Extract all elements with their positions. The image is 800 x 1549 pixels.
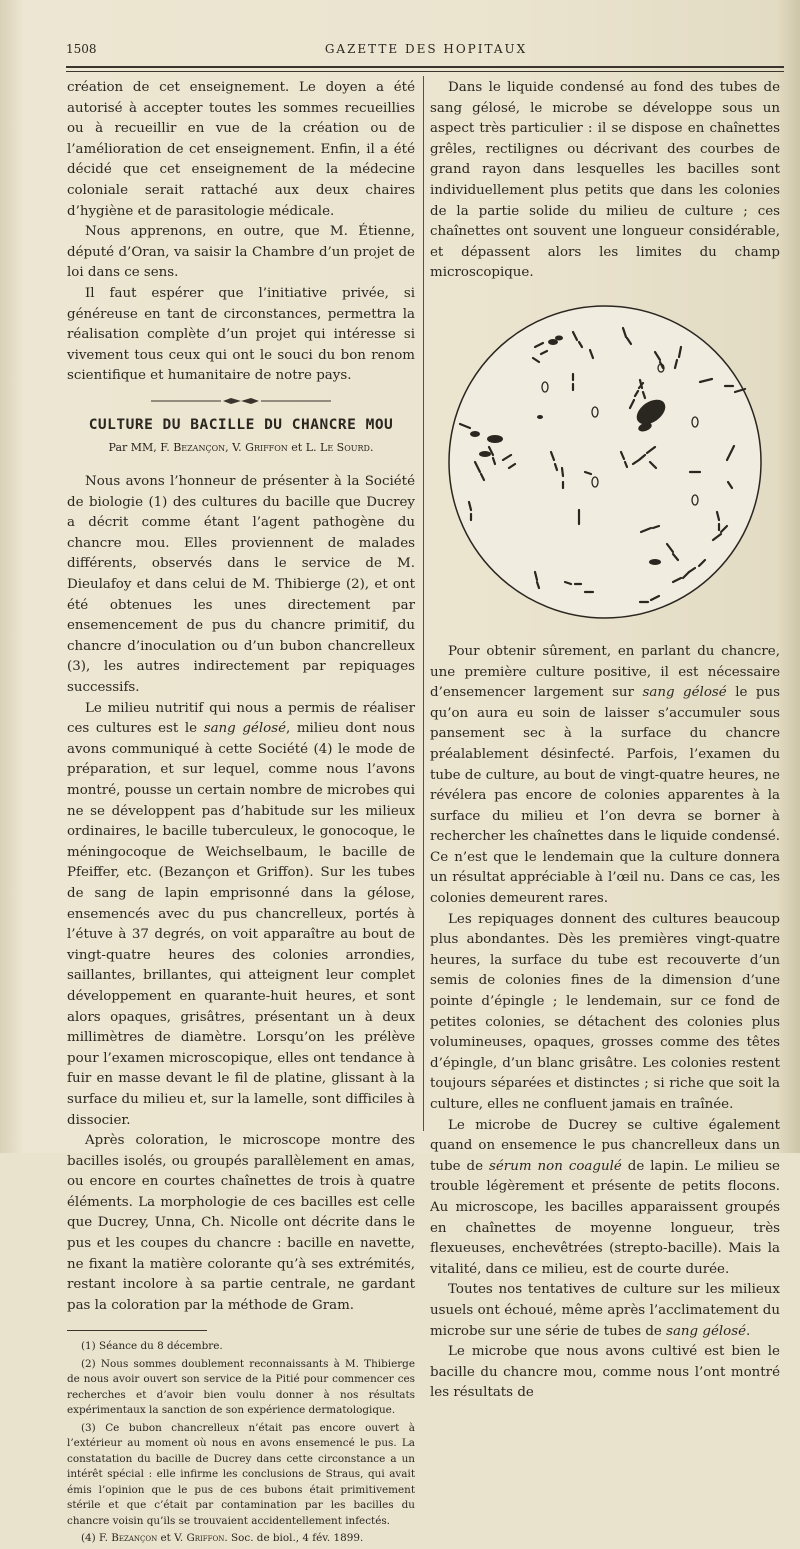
paragraph: Il faut espérer que l’initiative privée, si généreuse en tant de circonstances, permettra la réalisation complète d’un projet qui intéresse si vivement tous ceux qui ont le souci du bon renom scientifique et humanitaire de notre pays. (67, 285, 415, 384)
microscope-field-figure (445, 292, 765, 632)
right-column (430, 78, 780, 1404)
author-name: Le Sourd (320, 440, 370, 454)
paragraph: Toutes nos tentatives de culture sur les milieux usuels ont échoué, même après l’acclimatement du microbe sur une série de tubes de sang gélosé. (430, 1282, 780, 1339)
page-header (66, 42, 786, 58)
header-rule-thin (66, 71, 784, 72)
footnote: (4) F. Bezançon et V. Griffon. Soc. de biol., 4 fév. 1899. (81, 1532, 364, 1545)
column-divider (423, 76, 424, 1131)
author-name: Bezançon (173, 440, 226, 454)
header-rule-thick (66, 66, 784, 68)
paragraph: Le microbe que nous avons cultivé est bien le bacille du chancre mou, comme nous l’ont montré les résultats de (430, 1344, 780, 1401)
paragraph: Le milieu nutritif qui nous a permis de réaliser ces cultures est le sang gélosé, milieu dont nous avons communiqué à cette Société (4) le mode de préparation, et sur lequel, comme nous l’avons montré, pousse un certain nombre de microbes qui ne se développent pas d’habitude sur les milieux ordinaires, le bacille tuberculeux, le gonocoque, le méningocoque de Weichselbaum, le bacille de Pfeiffer, etc. (Bezançon et Griffon). Sur les tubes de sang de lapin emprisonné dans la gélose, ensemencés avec du pus chancrelleux, portés à l’étuve à 37 degrés, on voit apparaître au bout de vingt-quatre heures des colonies arrondies, saillantes, brillantes, qui atteignent leur complet développement en quarante-huit heures, et sont alors opaques, grisâtres, présentant un à deux millimètres de diamètre. Lorsqu’on les prélève pour l’examen microscopique, elles ont tendance à fuir en masse devant le fil de platine, glissant à la surface du milieu et, sur la lamelle, sont difficiles à dissocier. (67, 700, 415, 1128)
footnote-rule (67, 1330, 207, 1331)
footnotes (67, 1339, 415, 1547)
page-number: 1508 (66, 42, 97, 56)
paragraph: Nous avons l’honneur de présenter à la Société de biologie (1) des cultures du bacille que Ducrey a décrit comme étant l’agent pathogène du chancre mou. Elles proviennent de malades différents, observés dans le service de M. Dieulafoy et dans celui de M. Thibierge (2), et ont été obtenues les unes directement par ensemencement de pus du chancre primitif, du chancre d’inoculation ou d’un bubon chancrelleux (3), les autres indirectement par repiquages successifs. (67, 474, 415, 696)
paragraph: Pour obtenir sûrement, en parlant du chancre, une première culture positive, il est nécessaire d’ensemencer largement sur sang gélosé le pus qu’on aura eu soin de laisser s’accumuler sous pansement sec à la surface du chancre préalablement désinfecté. Parfois, l’examen du tube de culture, au bout de vingt-quatre heures, ne révélera pas encore de colonies apparentes à la surface du milieu et l’on devra se borner à rechercher les chaînettes dans le liquide condensé. Ce n’est que le lendemain que la culture donnera un résultat appréciable à l’œil nu. Dans ce cas, les colonies demeurent rares. (430, 643, 780, 907)
paragraph: Nous apprenons, en outre, que M. Étienne, député d’Oran, va saisir la Chambre d’un projet de loi dans ce sens. (67, 224, 415, 281)
footnote: (2) Nous sommes doublement reconnaissants à M. Thibierge de nous avoir ouvert son service de la Pitié pour commencer ces recherches et d’avoir bien voulu donner à nos résultats expérimentaux la sanction de son expérience dermatologique. (67, 1357, 415, 1417)
left-column (67, 78, 415, 1549)
paragraph: Le microbe de Ducrey se cultive également quand on ensemence le pus chancrelleux dans un tube de sérum non coagulé de lapin. Le milieu se trouble légèrement et présente de petits flocons. Au microscope, les bacilles apparaissent groupés en chaînettes de moyenne longueur, très flexueuses, enchevêtrées (strepto-bacille). Mais la vitalité, dans ce milieu, est de courte durée. (430, 1117, 780, 1277)
paragraph: Après coloration, le microscope montre des bacilles isolés, ou groupés parallèlement en amas, ou encore en courtes chaînettes de trois à quatre éléments. La morphologie de ces bacilles est celle que Ducrey, Unna, Ch. Nicolle ont décrite dans le pus et les coupes du chancre : bacille en navette, ne fixant la matière colorante qu’à ses extrémités, restant incolore à sa partie centrale, ne gardant pas la coloration par la méthode de Gram. (67, 1133, 415, 1313)
paragraph: Les repiquages donnent des cultures beaucoup plus abondantes. Dès les premières vingt-quatre heures, la surface du tube est recouverte d’un semis de colonies fines de la dimension d’une pointe d’épingle ; le lendemain, sur ce fond de petites colonies, se détachent des colonies plus volumineuses, opaques, grosses comme des têtes d’épingle, d’un blanc grisâtre. Les colonies restent toujours séparées et distinctes ; si riche que soit la culture, elles ne confluent jamais en traînée. (430, 911, 780, 1112)
paragraph: Dans le liquide condensé au fond des tubes de sang gélosé, le microbe se développe sous un aspect très particulier : il se dispose en chaînettes grêles, rectilignes ou décrivant des courbes de grand rayon dans lesquelles les bacilles sont individuellement plus petits que dans les colonies de la partie solide du milieu de culture ; ces chaînettes ont souvent une longueur considérable, et dépassent alors les limites du champ microscopique. (430, 80, 780, 281)
author-name: Griffon (245, 440, 288, 454)
journal-title: GAZETTE DES HOPITAUX (324, 42, 528, 56)
article-authors: Par MM, F. Bezançon, V. Griffon et L. Le Sourd. (108, 440, 374, 454)
footnote: (3) Ce bubon chancrelleux n’était pas encore ouvert à l’extérieur au moment où nous en avons ensemencé le pus. La constatation du bacille de Ducrey dans cette circonstance a un intérêt spécial : elle infirme les conclusions de Straus, qui avait émis l’opinion que le pus de ces bubons était primitivement stérile et que c’était par contamination par les bacilles du chancre voisin qu’ils se trouvaient accidentellement infectés. (67, 1421, 415, 1527)
paragraph: création de cet enseignement. Le doyen a été autorisé à accepter toutes les sommes recueillies ou à recueillir en vue de la création ou de l’amélioration de cet enseignement. Enfin, il a été décidé que cet enseignement de la médecine coloniale serait rattaché aux deux chaires d’hygiène et de parasitologie médicale. (67, 80, 415, 219)
footnote: (1) Séance du 8 décembre. (81, 1340, 223, 1353)
section-ornament (151, 397, 331, 405)
article-title: CULTURE DU BACILLE DU CHANCRE MOU (88, 416, 394, 433)
